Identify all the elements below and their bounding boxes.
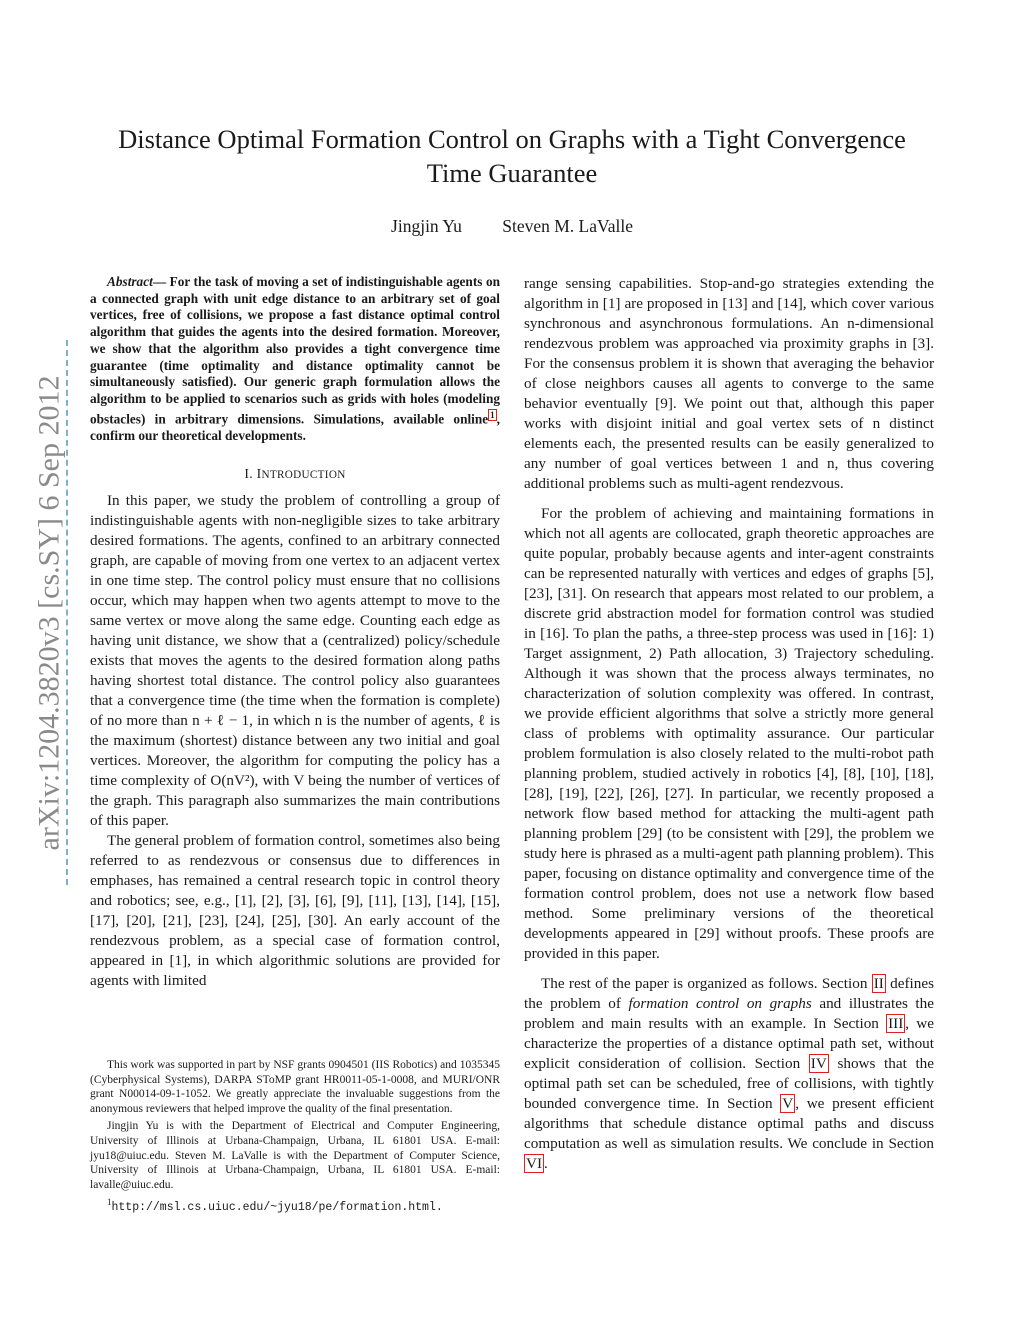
section-link[interactable]: III: [888, 1015, 904, 1032]
paragraph-gap: [524, 494, 934, 504]
paper-title: Distance Optimal Formation Control on Graphs with a Tight Convergence Time Guarantee: [118, 124, 906, 188]
text-run: and illustrates the problem and main results with an example. In Section: [524, 995, 934, 1032]
author-list: [0, 216, 1024, 237]
organization-paragraph: [524, 974, 934, 1174]
section-title: NTRODUCTION: [261, 469, 346, 482]
text-run: The rest of the paper is organized as follows. Section: [541, 975, 872, 992]
section-link[interactable]: V: [782, 1095, 794, 1112]
right-column: [524, 274, 934, 1174]
affiliation-footnote: Jingjin Yu is with the Department of Electrical and Computer Engineering, University of Illinois at Urbana-Champaign, Urbana, IL 61801 USA. E-mail: jyu18@uiuc.edu. Steven M. LaValle is with the Department of Computer Science, University of Illinois at Urbana-Champaign, Urbana, IL 61801 USA. E-mail: lavalle@uiuc.edu.: [90, 1120, 500, 1191]
text-run: , we present efficient algorithms that schedule distance optimal paths and discuss computation as well as simulation results. We conclude in Section: [524, 1095, 934, 1152]
text-run: .: [544, 1155, 548, 1172]
body-paragraph: The general problem of formation control, sometimes also being referred to as rendezvous or consensus due to differences in emphases, has remained a central research topic in control theory and robotics; see, e.g., [1], [2], [3], [6], [9], [11], [13], [14], [15], [17], [20], [21], [23], [24], [25], [30]. An early account of the rendezvous problem, as a special case of formation control, appeared in [1], in which algorithmic solutions are provided for agents with limited: [90, 832, 500, 990]
section-heading: [90, 464, 500, 485]
section-initial: I: [256, 466, 262, 482]
section-link[interactable]: VI: [526, 1155, 543, 1172]
section-link[interactable]: II: [873, 975, 884, 992]
author-name: Jingjin Yu: [391, 216, 462, 236]
footnote-url[interactable]: http://msl.cs.uiuc.edu/~jyu18/pe/formation.html.: [111, 1201, 443, 1215]
abstract-text: — For the task of moving a set of indistinguishable agents on a connected graph with unit edge distance to an arbitrary set of goal vertices, free of collisions, we propose a fast distance optimal control algorithm that guides the agents into the desired formation. Moreover, we show that the algorithm also provides a tight convergence time guarantee (time optimality and distance optimality cannot be simultaneously satisfied). Our generic graph formulation allows the algorithm to be applied to scenarios such as grids with holes (modeling obstacles) in arbitrary dimensions. Simulations, available online: [90, 274, 500, 427]
url-footnote: [90, 1195, 500, 1215]
footnote-link[interactable]: 1: [490, 409, 495, 420]
arxiv-identifier: arXiv:1204.3820v3 [cs.SY] 6 Sep 2012: [32, 375, 66, 851]
text-run: , we characterize the properties of a distance optimal path set, without explicit consideration of collision. Section: [524, 1015, 934, 1072]
abstract-tail: , confirm our theoretical developments.: [90, 411, 500, 443]
section-numeral: I.: [244, 466, 253, 482]
emphasis-text: formation control on graphs: [628, 995, 812, 1012]
body-paragraph: In this paper, we study the problem of controlling a group of indistinguishable agents with non-negligible sizes to take arbitrary desired formations. The agents, confined to an arbitrary connected graph, are capable of moving from one vertex to an adjacent vertex in one time step. The control policy must ensure that no collisions occur, which may happen when two agents attempt to move to the same vertex or move along the same edge. Counting each edge as having unit distance, we show that a (centralized) policy/schedule exists that moves the agents to the desired formation along paths having shortest total distance. The control policy also guarantees that a convergence time (the time when the formation is complete) of no more than n + ℓ − 1, in which n is the number of agents, ℓ is the maximum (shortest) distance between any two initial and goal vertices. Moreover, the algorithm for computing the policy has a time complexity of O(nV²), with V being the number of vertices of the graph. This paragraph also summarizes the main contributions of this paper.: [90, 492, 500, 830]
footnotes: [90, 1058, 500, 1219]
abstract-label: Abstract: [107, 274, 153, 289]
abstract: [90, 274, 500, 444]
funding-footnote: This work was supported in part by NSF grants 0904501 (IIS Robotics) and 1035345 (Cyberphysical Systems), DARPA SToMP grant HR0011-05-1-0008, and MURI/ONR grant N00014-09-1-1052. We greatly appreciate the invaluable suggestions from the anonymous reviewers that helped improve the quality of the final presentation.: [90, 1059, 500, 1115]
paragraph-gap: [524, 964, 934, 974]
footnote-mark: 1: [107, 1197, 112, 1208]
left-column: [90, 274, 500, 991]
body-paragraph: range sensing capabilities. Stop-and-go strategies extending the algorithm in [1] are proposed in [13] and [14], which cover various synchronous and asynchronous formulations. An n-dimensional rendezvous problem was approached via proximity graphs in [3]. For the consensus problem it is shown that averaging the behavior of close neighbors causes all agents to converge to the same behavior eventually [9]. We point out that, although this paper works with disjoint initial and goal vertex sets of n distinct elements each, the presented results can be easily generalized to any number of goal vertices between 1 and n, thus covering additional problems such as multi-agent rendezvous.: [524, 275, 934, 492]
body-paragraph: For the problem of achieving and maintaining formations in which not all agents are collocated, graph theoretic approaches are quite popular, probably because agents and inter-agent constraints can be represented naturally with vertices and edges of graphs [5], [23], [31]. On research that appears most related to our problem, a discrete grid abstraction model for formation control was studied in [16]. To plan the paths, a three-step process was used in [16]: 1) Target assignment, 2) Path allocation, 3) Trajectory scheduling. Although it was shown that the process always terminates, no characterization of solution complexity was offered. In contrast, we provide efficient algorithms that solve a strictly more general class of problems with optimality assurance. Our particular problem formulation is also closely related to the multi-robot path planning problem, studied actively in robotics [4], [8], [10], [18], [28], [19], [22], [26], [27]. In particular, we recently proposed a network flow based method for attacking the multi-agent path planning problem [29] (to be consistent with [29], the problem we study here is phrased as a multi-agent path planning problem). This paper, focusing on distance optimality and convergence time of the formation control problem, does not use a network flow based method. Some preliminary versions of the theoretical developments appeared in [29] without proofs. These proofs are provided in this paper.: [524, 505, 934, 962]
section-link[interactable]: IV: [810, 1055, 827, 1072]
arxiv-stamp: [22, 340, 72, 885]
author-name: Steven M. LaValle: [502, 216, 633, 236]
text-run: shows that the optimal path set can be scheduled, free of collisions, with tightly bounded convergence time. In Section: [524, 1055, 934, 1112]
text-run: defines the problem of: [524, 975, 934, 1012]
